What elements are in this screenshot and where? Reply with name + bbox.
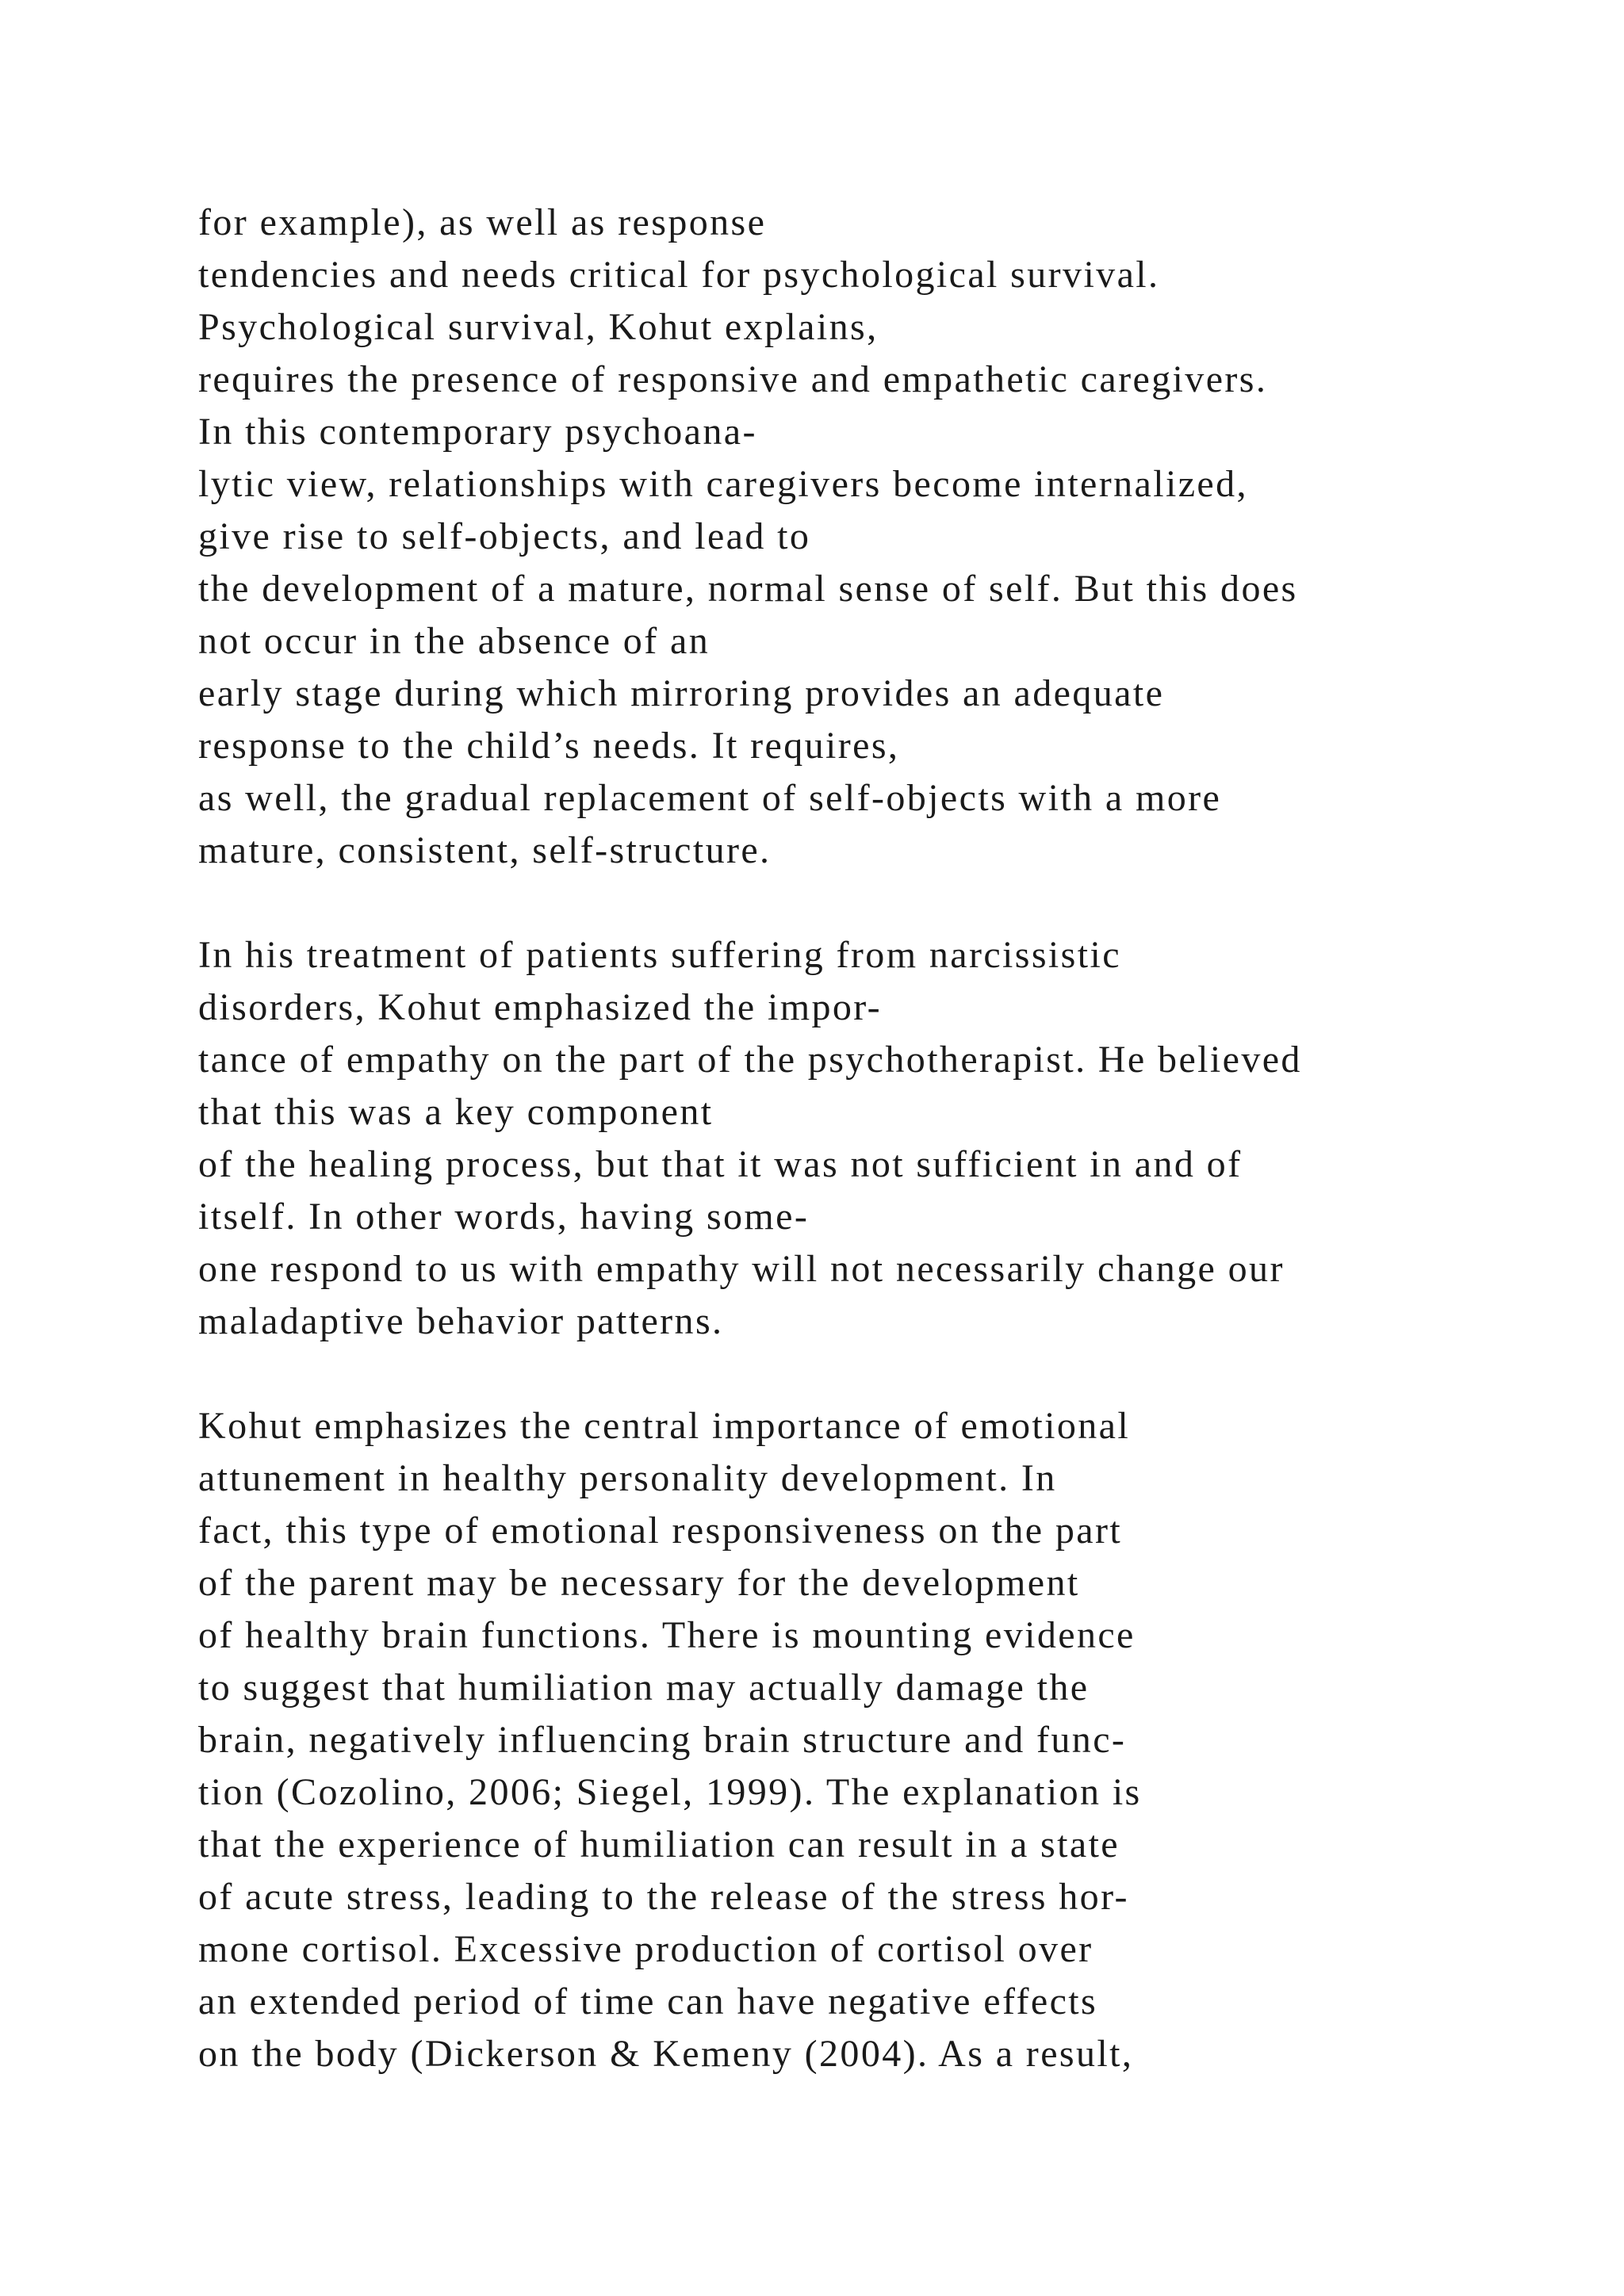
text-line: early stage during which mirroring provides an adequate (198, 672, 1165, 714)
text-line: not occur in the absence of an (198, 620, 710, 662)
paragraph-kohut-self-objects (198, 197, 1546, 877)
paragraph-kohut-empathy (198, 929, 1546, 1348)
paragraph-emotional-attunement (198, 1400, 1546, 2080)
text-line: an extended period of time can have negative effects (198, 1980, 1098, 2022)
text-line: In his treatment of patients suffering from narcissistic (198, 934, 1121, 976)
text-line: fact, this type of emotional responsiveness on the part (198, 1510, 1123, 1552)
text-line: disorders, Kohut emphasized the impor- (198, 986, 883, 1028)
text-line: tendencies and needs critical for psychological survival. (198, 254, 1160, 296)
text-line: for example), as well as response (198, 201, 767, 243)
text-line: tion (Cozolino, 2006; Siegel, 1999). The explanation is (198, 1771, 1142, 1813)
text-line: requires the presence of responsive and empathetic caregivers. (198, 358, 1268, 400)
document-page (198, 197, 1546, 2133)
text-line: tance of empathy on the part of the psychotherapist. He believed (198, 1039, 1302, 1081)
text-line: the development of a mature, normal sense of self. But this does (198, 568, 1298, 610)
text-line: of the parent may be necessary for the development (198, 1562, 1080, 1604)
text-line: itself. In other words, having some- (198, 1196, 810, 1238)
text-line: to suggest that humiliation may actually damage the (198, 1667, 1090, 1709)
text-line: of the healing process, but that it was not sufficient in and of (198, 1143, 1243, 1185)
text-line: maladaptive behavior patterns. (198, 1300, 724, 1342)
text-line: Kohut emphasizes the central importance of emotional (198, 1405, 1131, 1447)
text-line: mone cortisol. Excessive production of cortisol over (198, 1928, 1094, 1970)
text-line: In this contemporary psychoana- (198, 411, 757, 453)
text-line: brain, negatively influencing brain structure and func- (198, 1719, 1127, 1761)
text-line: attunement in healthy personality development. In (198, 1457, 1057, 1499)
text-line: one respond to us with empathy will not necessarily change our (198, 1248, 1285, 1290)
text-line: of healthy brain functions. There is mounting evidence (198, 1614, 1136, 1656)
text-line: that this was a key component (198, 1091, 714, 1133)
text-line: that the experience of humiliation can result in a state (198, 1823, 1120, 1866)
text-line: response to the child’s needs. It requires, (198, 725, 900, 767)
text-line: mature, consistent, self-structure. (198, 829, 772, 871)
text-line: lytic view, relationships with caregivers become internalized, (198, 463, 1248, 505)
text-line: of acute stress, leading to the release of the stress hor- (198, 1876, 1129, 1918)
text-line: give rise to self-objects, and lead to (198, 515, 811, 557)
text-line: Psychological survival, Kohut explains, (198, 306, 879, 348)
text-line: on the body (Dickerson & Kemeny (2004). As a result, (198, 2033, 1134, 2075)
text-line: as well, the gradual replacement of self-objects with a more (198, 777, 1222, 819)
